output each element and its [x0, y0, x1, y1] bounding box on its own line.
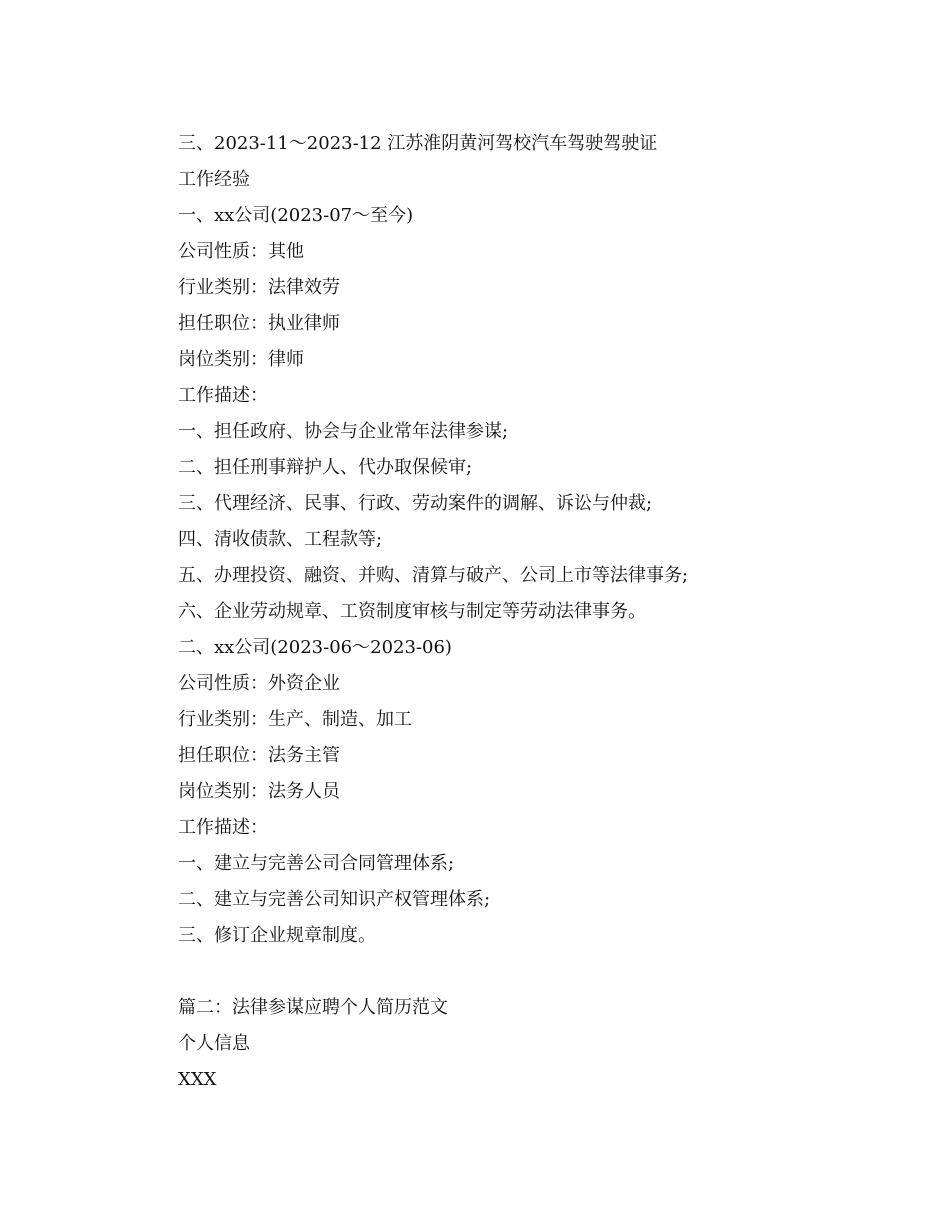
job-2-industry: 行业类别：生产、制造、加工 — [178, 709, 412, 730]
section-heading-work-experience: 工作经验 — [178, 169, 250, 190]
paragraph-gap — [178, 954, 878, 990]
job-1-duty-4: 四、清收债款、工程款等; — [178, 529, 383, 550]
job-1-duty-3: 三、代理经济、民事、行政、劳动案件的调解、诉讼与仲裁; — [178, 493, 653, 514]
document-body — [178, 126, 878, 1098]
job-2-description-label: 工作描述： — [178, 817, 268, 838]
job-2-company-nature: 公司性质：外资企业 — [178, 673, 340, 694]
job-2-position: 担任职位：法务主管 — [178, 745, 340, 766]
job-1-industry: 行业类别：法律效劳 — [178, 277, 340, 298]
section-heading-personal-info: 个人信息 — [178, 1033, 250, 1054]
job-2-duty-3: 三、修订企业规章制度。 — [178, 925, 376, 946]
job-1-company-nature: 公司性质：其他 — [178, 241, 304, 262]
job-2-title: 二、xx公司(2023-06～2023-06) — [178, 637, 452, 658]
job-1-duty-5: 五、办理投资、融资、并购、清算与破产、公司上市等法律事务; — [178, 565, 689, 586]
job-1-description-label: 工作描述： — [178, 385, 268, 406]
job-2-duty-1: 一、建立与完善公司合同管理体系; — [178, 853, 455, 874]
job-1-position: 担任职位：执业律师 — [178, 313, 340, 334]
job-2-category: 岗位类别：法务人员 — [178, 781, 340, 802]
job-1-category: 岗位类别：律师 — [178, 349, 304, 370]
job-1-duty-6: 六、企业劳动规章、工资制度审核与制定等劳动法律事务。 — [178, 601, 646, 622]
job-1-duty-1: 一、担任政府、协会与企业常年法律参谋; — [178, 421, 509, 442]
job-1-duty-2: 二、担任刑事辩护人、代办取保候审; — [178, 457, 473, 478]
education-item-3: 三、2023-11～2023-12 江苏淮阴黄河驾校汽车驾驶驾驶证 — [178, 133, 658, 154]
job-1-title: 一、xx公司(2023-07～至今) — [178, 205, 414, 226]
article-2-title: 篇二：法律参谋应聘个人简历范文 — [178, 997, 448, 1018]
job-2-duty-2: 二、建立与完善公司知识产权管理体系; — [178, 889, 491, 910]
personal-name: XXX — [178, 1069, 217, 1090]
